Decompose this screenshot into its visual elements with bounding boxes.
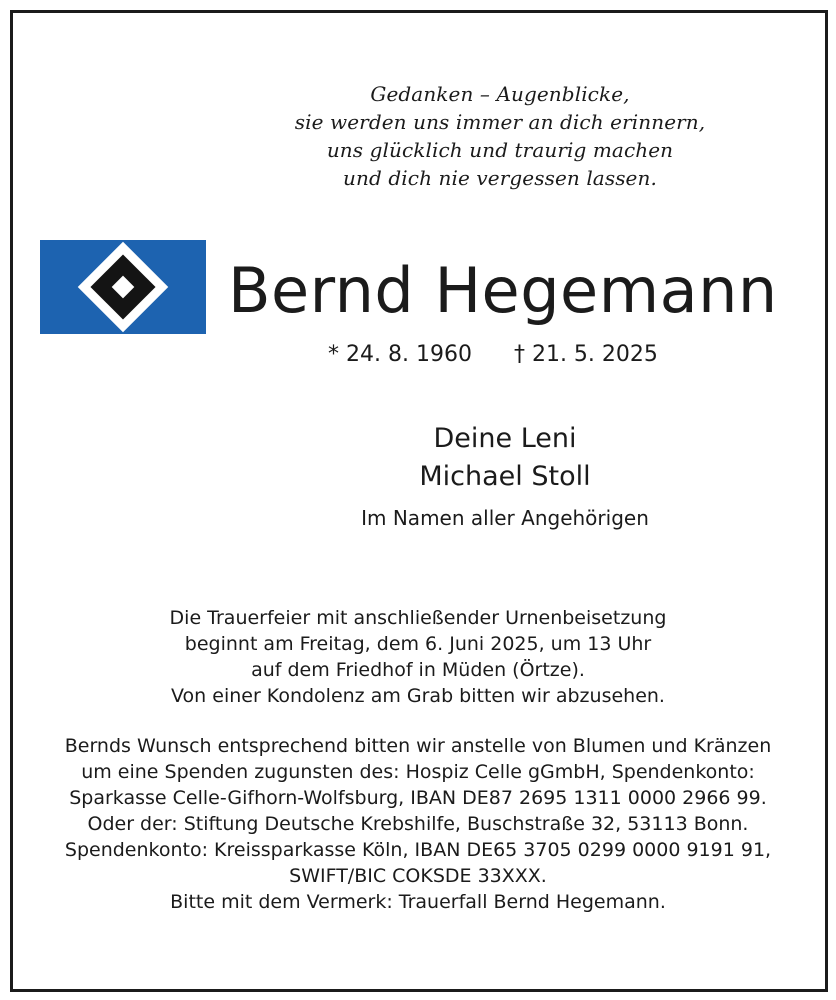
mourner-name: Michael Stoll	[419, 461, 591, 492]
poem-line: sie werden uns immer an dich erinnern,	[294, 110, 706, 134]
mourners-block	[300, 420, 710, 534]
hsv-diamond-flag-icon	[40, 240, 206, 334]
donation-line: Spendenkonto: Kreissparkasse Köln, IBAN DE65 3705 0299 0000 9191 91,	[64, 839, 772, 861]
life-dates	[328, 340, 658, 370]
donation-line: um eine Spenden zugunsten des: Hospiz Celle gGmbH, Spendenkonto:	[81, 761, 755, 783]
poem-line: uns glücklich und traurig machen	[326, 138, 674, 162]
poem-line: Gedanken – Augenblicke,	[370, 82, 630, 106]
birth-date: * 24. 8. 1960	[328, 342, 472, 367]
donation-line: Bitte mit dem Vermerk: Trauerfall Bernd Hegemann.	[170, 891, 666, 913]
mourner-name: Deine Leni	[433, 423, 577, 454]
deceased-name: Bernd Hegemann	[228, 254, 778, 327]
service-line: Von einer Kondolenz am Grab bitten wir abzusehen.	[171, 685, 665, 707]
donation-line: Sparkasse Celle-Gifhorn-Wolfsburg, IBAN DE87 2695 1311 0000 2966 99.	[69, 787, 767, 809]
donation-line: Bernds Wunsch entsprechend bitten wir anstelle von Blumen und Kränzen	[64, 735, 772, 757]
donation-info	[30, 733, 806, 915]
service-line: auf dem Friedhof in Müden (Örtze).	[251, 659, 585, 681]
service-line: Die Trauerfeier mit anschließender Urnenbeisetzung	[169, 607, 667, 629]
donation-line: Oder der: Stiftung Deutsche Krebshilfe, Buschstraße 32, 53113 Bonn.	[87, 813, 749, 835]
service-line: beginnt am Freitag, dem 6. Juni 2025, um 13 Uhr	[184, 633, 652, 655]
death-date: † 21. 5. 2025	[513, 342, 658, 367]
memorial-poem	[170, 80, 830, 192]
donation-line: SWIFT/BIC COKSDE 33XXX.	[289, 865, 547, 887]
funeral-service-info	[60, 605, 776, 709]
on-behalf-line: Im Namen aller Angehörigen	[361, 506, 649, 530]
poem-line: und dich nie vergessen lassen.	[343, 166, 657, 190]
